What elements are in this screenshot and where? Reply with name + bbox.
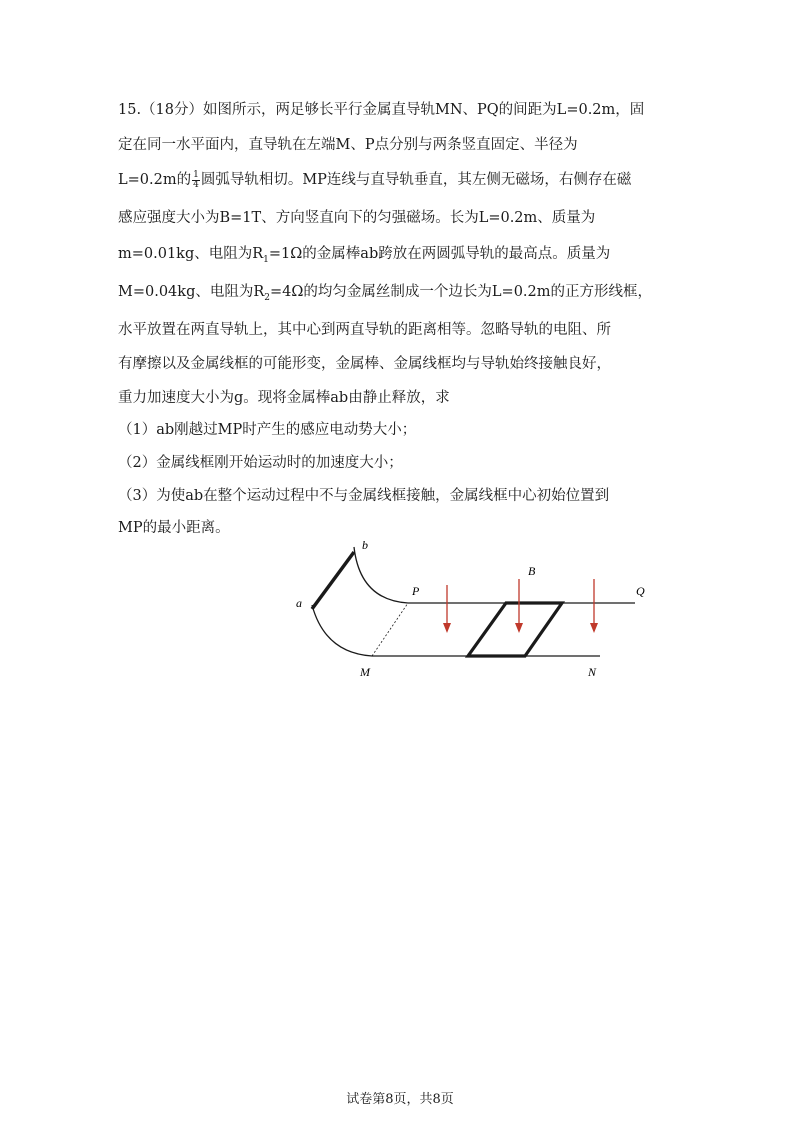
problem-line-2: 定在同一水平面内，直导轨在左端M、P点分别与两条竖直固定、半径为 <box>118 137 578 153</box>
field-arrow-3-head <box>590 623 598 633</box>
label-M: M <box>360 665 370 679</box>
label-B: B <box>528 564 536 578</box>
problem-line-8: 有摩擦以及金属线框的可能形变，金属棒、金属线框均与导轨始终接触良好， <box>118 356 611 372</box>
question-3-continued: MP的最小距离。 <box>118 520 230 536</box>
square-wire-frame <box>468 603 562 656</box>
field-arrow-2-head <box>515 623 523 633</box>
question-1: （1）ab刚越过MP时产生的感应电动势大小； <box>118 422 417 438</box>
question-3: （3）为使ab在整个运动过程中不与金属线框接触，金属线框中心初始位置到 <box>118 488 610 504</box>
page-footer: 试卷第8页，共8页 <box>346 1092 454 1107</box>
problem-line-7: 水平放置在两直导轨上，其中心到两直导轨的距离相等。忽略导轨的电阻、所 <box>118 322 611 338</box>
subscript-1: 1 <box>263 254 269 265</box>
problem-line-1: 15.（18分）如图所示，两足够长平行金属直导轨MN、PQ的间距为L=0.2m，固 <box>118 102 645 118</box>
quarter-fraction: $\frac{1}{4}$ <box>193 169 199 190</box>
subscript-2: 2 <box>264 292 271 303</box>
label-P: P <box>412 584 420 598</box>
problem-line-9: 重力加速度大小为g。现将金属棒ab由静止释放，求 <box>118 390 450 406</box>
problem-line-6: M=0.04kg、电阻为$R_2=4\Omega$的均匀金属丝制成一个边长为L=0.2m的正方形线框， <box>118 284 652 303</box>
label-N: N <box>588 665 597 679</box>
magnetic-field-arrows <box>443 579 598 633</box>
arc-rail-front <box>312 605 372 656</box>
field-arrow-1-head <box>443 623 451 633</box>
rail-diagram <box>290 535 670 685</box>
problem-line-4: 感应强度大小为B=1T、方向竖直向下的匀强磁场。长为L=0.2m、质量为 <box>118 210 596 226</box>
arc-rail-back <box>354 547 408 603</box>
metal-rod-ab <box>312 552 354 609</box>
label-a: a <box>296 596 302 610</box>
label-Q: Q <box>636 584 645 598</box>
problem-line-3 <box>118 170 631 190</box>
question-2: （2）金属线框刚开始运动时的加速度大小； <box>118 455 403 471</box>
MP-dashed-line <box>372 603 408 656</box>
problem-line-3-before: L=0.2m的 <box>118 172 192 188</box>
label-b: b <box>362 538 368 552</box>
problem-line-5: m=0.01kg、电阻为$R_1=1\Omega$的金属棒ab跨放在两圆弧导轨的最高点。质量为 <box>118 246 611 265</box>
problem-line-3-after: 圆弧导轨相切。MP连线与直导轨垂直，其左侧无磁场，右侧存在磁 <box>200 172 632 188</box>
